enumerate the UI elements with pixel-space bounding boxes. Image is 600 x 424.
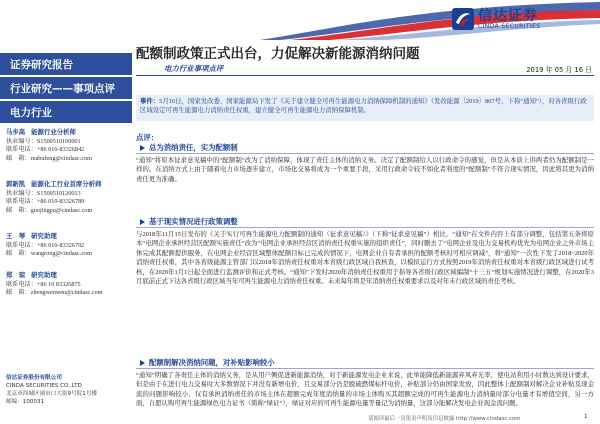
event-label: 事件： bbox=[140, 98, 160, 105]
analyst-card bbox=[6, 181, 130, 215]
analyst-role: 研究助理 bbox=[31, 233, 57, 240]
company-zip: 邮编：100031 bbox=[6, 399, 45, 405]
triangle-bullet-icon bbox=[140, 145, 145, 151]
brand-name-cn: 信达证券 bbox=[478, 8, 538, 24]
report-date: 2019 年 05 月 16 日 bbox=[526, 66, 592, 74]
analyst-email[interactable]: 邮 箱：zhengwenwen@cindasc.com bbox=[6, 289, 103, 297]
analyst-phone: 联系电话：+86 010-83326842 bbox=[6, 146, 85, 154]
section-subheading bbox=[136, 142, 336, 153]
analyst-name: 马步高 bbox=[6, 129, 26, 136]
analyst-license: 执业编号：S1500510120013 bbox=[6, 189, 81, 197]
report-subline bbox=[136, 62, 594, 76]
analyst-phone: 联系电话：+86 10 83326875 bbox=[6, 280, 81, 288]
page-footer bbox=[0, 414, 600, 424]
analyst-phone: 联系电话：+86 010-83326789 bbox=[6, 198, 85, 206]
section-paragraph: 与2018年11月15日发布的《关于实行可再生能源电力配额制的通知（征求意见稿）》（下称“征求意见稿”）相比，“通知”在文件内容上有部分调整，包括第五条将原本“电网企业承担经营区配额实施责任”改为“电网企业承担经营区消纳责任权重实施的组织责任”，同时删去了“电网企业及电力交易机构优先为电网企业之外市场主体完成其配额提供服务，在电网企业经营区域整体配额目标已完成的情况下，电网企业自有者承担的配额考核时可相应调减”，将“通知”一次性下发了2018~2020年消纳责任权重，其中各省级能源主管部门以2018年消纳责任权重对本省级行政区域自我核查，以模拟运行方式按照2019年消纳责任权重对本省级行政区域进行试考核，在2020年1月1日起全面进行监测评价和正式考核。“通知”下发时2020年消纳责任权重用于指导各省级行政区域编制“十三五”规划实施情况进行调整，在2020年3月底前正式下达各省级行政区域当年可再生能源电力消纳责任权重。未来每年将是年消纳责任权重要求以及对年末行政区域的责任考核。 bbox=[136, 231, 594, 286]
section-subheading bbox=[136, 357, 336, 368]
sidebar-research-category: 行业研究——事项点评 bbox=[0, 77, 132, 99]
page-number: 1 bbox=[584, 414, 588, 420]
section-paragraph: “通知”将原本征求意见稿中的“配额制”改为了消纳保障，体现了责任主体的消纳义务。决定了配额制给人以行政命令的感觉，但是从本质上讲两者仍为配额制是一样的。在消纳方式上由于随着电力市场逐步建立，市场化交易将成为一个重要手段，采用行政命令较不如化者利度的“配额制”不符合现实情况，因此将其更为消纳责任更为准确。 bbox=[136, 157, 594, 183]
analyst-name: 王 琴 bbox=[6, 233, 26, 240]
analyst-role: 能源行业分析师 bbox=[31, 129, 76, 136]
analyst-email[interactable]: 邮 箱：wangrong@cindasc.com bbox=[6, 250, 92, 258]
analyst-email[interactable]: 邮 箱：guojingpu@cindasc.com bbox=[6, 206, 93, 214]
section-heading-text: 点评： bbox=[136, 133, 159, 142]
report-title: 配额制政策正式出台，力促解决新能源消纳问题 bbox=[136, 46, 420, 62]
analyst-phone: 联系电话：+86 010-83326792 bbox=[6, 241, 85, 249]
section-divider bbox=[136, 368, 594, 369]
company-name: 信达证券股份有限公司 bbox=[6, 375, 62, 381]
sidebar-report-type: 证券研究报告 bbox=[0, 53, 132, 75]
section-subheading bbox=[136, 216, 336, 227]
event-summary bbox=[136, 95, 594, 121]
section-paragraph: “通知”明确了各责任主体的消纳义务，是从用户侧促进新能源消纳，对于新能源发电企业来说，此举能降低新能源弃风弃光率，使电站利用小时数达到设计要求，但是由于在进行电力交易时大多数情况下并没有新增电价，且交易部分仍是脱硫燃煤标杆电价，补贴部分仍由国家发放，因此整体上配额制对解决企业补贴及现金流的问题影响较小，仅有承担消纳责任的市场主体在超额完成年度消纳量的市场主体购买其超额完成的可再生能源电力消纳量时部分电量才有增值空间，另一方面，自愿认购可再生能源绿色电力证书（简称“绿证”），绿证对应的可再生能源电量等量记为消纳量，这部分能解决发电企业现金流问题。 bbox=[136, 372, 594, 408]
brand-name-en: CINDA SECURITIES bbox=[478, 23, 541, 30]
section-subheading-text: 总为消纳责任，实为配额制 bbox=[149, 143, 238, 152]
event-text: 5月16日，国家发改委、国家能源局下发了《关于建立健全可再生能源电力消纳保障机制的通知》（发改能源〔2019〕807号，下称“通知”），对各省级行政区域设定可再生能源电力消纳责任权重，建立健全可再生能源电力消纳保障机制。 bbox=[140, 98, 587, 115]
analyst-license: 执业编号：S1500510100001 bbox=[6, 137, 81, 145]
analyst-card bbox=[6, 272, 130, 298]
company-name-en: CINDA SECURITIES CO.,LTD bbox=[6, 383, 82, 389]
top-band bbox=[0, 0, 600, 40]
analyst-email[interactable]: 邮 箱：mabufeng@cindasc.com bbox=[6, 154, 92, 162]
company-info bbox=[6, 374, 130, 406]
triangle-bullet-icon bbox=[140, 360, 145, 366]
sidebar-industry: 电力行业 bbox=[0, 101, 132, 123]
analyst-card bbox=[6, 129, 130, 163]
section-divider bbox=[136, 153, 594, 154]
cinda-logo bbox=[452, 8, 592, 32]
report-main bbox=[136, 40, 594, 424]
analyst-name: 郑 琼 bbox=[6, 272, 26, 279]
triangle-bullet-icon bbox=[140, 219, 145, 225]
cinda-logo-icon bbox=[452, 8, 474, 30]
left-sidebar bbox=[0, 40, 132, 424]
company-address: 北京市西城区闹市口大街9号院1号楼 bbox=[6, 391, 98, 397]
analyst-role: 研究助理 bbox=[31, 272, 57, 279]
analyst-name: 郭新凯 bbox=[6, 181, 26, 188]
section-subheading-text: 基于现实情况进行政策调整 bbox=[149, 217, 238, 226]
disclaimer-link[interactable]: 请阅读最后一页免责声明及信息披露 http://www.cindasc.com bbox=[368, 416, 521, 422]
report-type-label: 电力行业事项点评 bbox=[164, 64, 224, 73]
analyst-role: 能源化工行业首席分析师 bbox=[31, 181, 102, 188]
section-subheading-text: 配额制解决消纳问题，对补贴影响较小 bbox=[149, 358, 275, 367]
analyst-card bbox=[6, 233, 130, 259]
section-divider bbox=[136, 227, 594, 228]
